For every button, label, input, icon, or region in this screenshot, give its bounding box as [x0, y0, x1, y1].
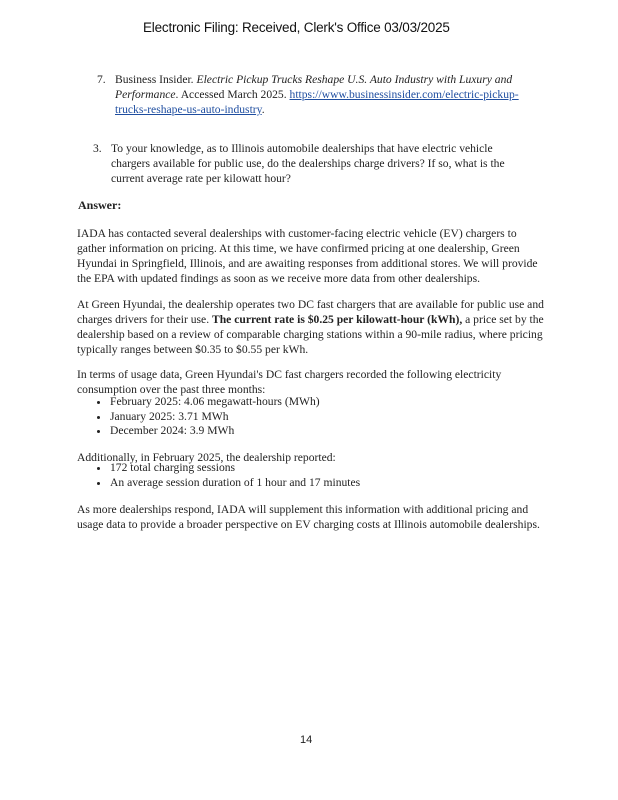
list-item: • February 2025: 4.06 megawatt-hours (MWh) [110, 395, 510, 410]
question-number: 3. [93, 142, 102, 155]
list-item: • December 2024: 3.9 MWh [110, 424, 510, 439]
reference-title: Electric Pickup Trucks Reshape U.S. Auto Industry with Luxury and Performance [115, 73, 513, 101]
answer-label: Answer: [78, 198, 122, 212]
reference-accessed: . Accessed March 2025. [175, 88, 287, 101]
reference-end: . [261, 103, 265, 116]
filing-stamp: Electronic Filing: Received, Clerk's Office 03/03/2025 [143, 20, 450, 35]
list-item: • January 2025: 3.71 MWh [110, 410, 510, 425]
answer-paragraph-1: IADA has contacted several dealerships with customer-facing electric vehicle (EV) chargers to gather information on pricing. At this time, we have confirmed pricing at one dealership, Green Hyundai in Springfield, Illinois, and are awaiting responses from additional stores. We will provide the EPA with updated findings as soon as we receive more data from other dealerships. [77, 227, 538, 285]
answer-paragraph-3: In terms of usage data, Green Hyundai's DC fast chargers recorded the following electricity consumption over the past three months: [77, 368, 502, 396]
reference-item [97, 72, 547, 117]
list-item: • An average session duration of 1 hour and 17 minutes [110, 476, 510, 491]
answer-paragraph-5: As more dealerships respond, IADA will supplement this information with additional pricing and usage data to provide a broader perspective on EV charging costs at Illinois automobile dealerships. [77, 503, 540, 531]
p2-text-before: At Green Hyundai, the dealership operates two DC fast chargers that are available for public use and charges drivers for their use. [77, 298, 544, 326]
page-number: 14 [300, 734, 313, 746]
answer-paragraph-4: Additionally, in February 2025, the dealership reported: [77, 451, 336, 464]
p2-rate-bold: The current rate is $0.25 per kilowatt-hour (kWh), [212, 313, 463, 326]
reference-number: 7. [97, 73, 106, 86]
reference-source: Business Insider. [115, 73, 194, 86]
question-text: To your knowledge, as to Illinois automobile dealerships that have electric vehicle chargers available for public use, do the dealerships charge drivers? If so, what is the current average rate per kilowatt hour? [111, 142, 505, 185]
answer-paragraph-2 [77, 297, 547, 357]
feb-stats-list [92, 461, 510, 490]
p2-text-after: a price set by the dealership based on a review of comparable charging stations within a 90-mile radius, where pricing typically ranges between $0.35 to $0.55 per kWh. [77, 313, 544, 356]
usage-list [92, 395, 510, 439]
list-item: • 172 total charging sessions [110, 461, 510, 476]
question-3 [93, 141, 533, 186]
reference-link[interactable]: https://www.businessinsider.com/electric-pickup-trucks-reshape-us-auto-industry [115, 88, 519, 116]
